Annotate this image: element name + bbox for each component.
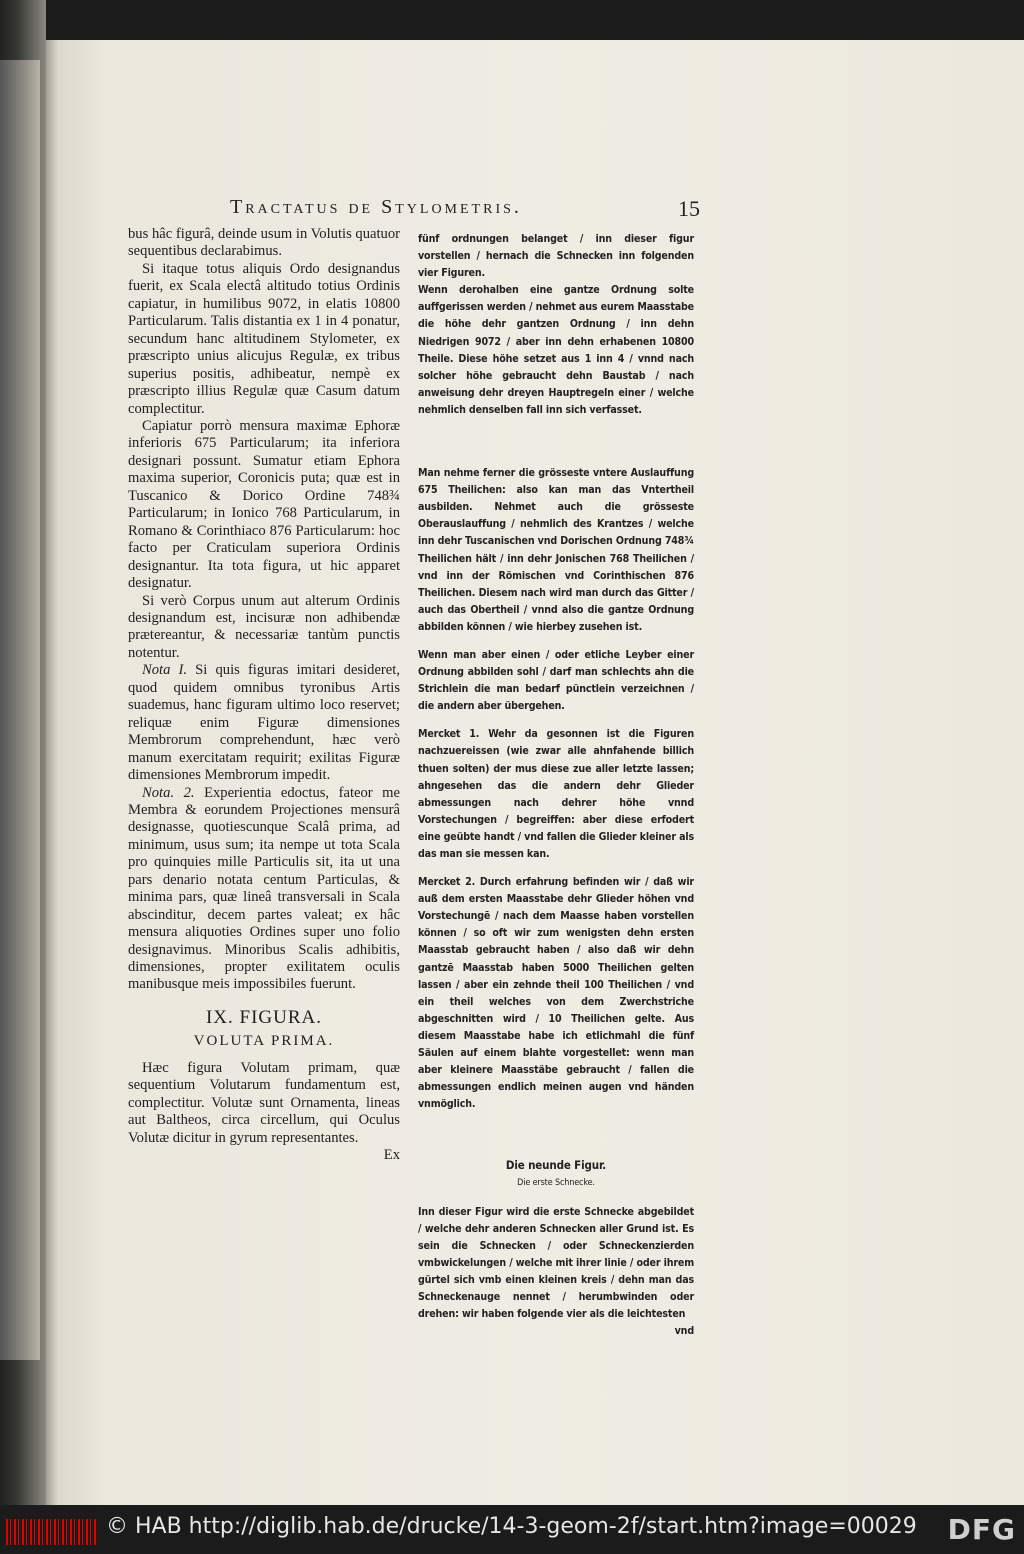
viewer-footer [0,1505,1024,1554]
latin-paragraph: Hæc figura Volutam primam, quæ sequentium Volutarum fundamentum est, complectitur. Volutæ sunt Ornamenta, lineas aut Baltheos, circa circellum, qui Oculus Volutæ dicitur in gyrum representantes. [128,1059,400,1146]
german-figure-subheading: Die erste Schnecke. [517,1177,595,1188]
german-paragraph: Mercket 2. Durch erfahrung befinden wir / daß wir auß dem ersten Maasstabe dehr Glieder höhen vnd Vorstechungē / nach dem Maasse haben vorstellen können / so oft wir zum wenigsten dehn ersten Maasstab gebraucht haben / also daß wir dehn gantzē Maasstab haben 5000 Theilichen gelten lassen / aber ein zehnde theil 100 Theilichen / vnd ein theil welches von dem Zwerchstriche abgeschnitten wird / 10 Theilichen gelte. Aus diesem Maasstabe habe ich etlichmahl die fünf Säulen auf einem blahte vorgestellet: wenn man aber kleinere Maasstäbe gebraucht / fallen die abmessungen endlich meinen augen vnd händen vnmöglich. [418,876,694,1111]
previous-page-strip [0,60,40,1360]
latin-paragraph: Si itaque totus aliquis Ordo designandus fuerit, ex Scala electâ altitudo totius Ordinis capiatur, in humilibus 9072, in elatis 10800 Particularum. Talis distantia ex 1 in 4 ponatur, secundum hanc altitudinem Stylometer, ex præscripto unius alicujus Regulæ, ex tribus superius positis, adhibeatur, nempè ex præscripto illius Regulæ quæ Casum datum complectitur. [128,260,400,417]
german-column [418,231,694,1340]
nota-text: Experientia edoctus, fateor me Membra & eorundem Projectiones mensurâ designasse, quotiescunque Scalâ prima, ad minimum, usus sum; ita nempe ut tota Scala pro quinquies mille Particulis sit, ita ut una pars denario notata centum Particulas, & minima pars, quæ lineâ transversali in Scala abscinditur, decem partes valeat; ex hâc mensura aliquoties Ordines super uno folio designavimus. Minoribus Scalis adhibitis, dimensiones, propter exilitatem oculis manibusque meis impossibiles fuerunt. [128,784,401,993]
nota-text: Si quis figuras imitari desideret, quod quidem omnibus tyronibus Artis suademus, hanc figuram ultimo loco reservet; reliquæ enim Figuræ dimensiones Membrorum comprehendunt, hæc verò manum exercitatam requirit; exilitas Figuræ dimensiones Membrorum impedit. [128,662,400,784]
library-barcode-icon [6,1519,98,1545]
latin-paragraph: Capiatur porrò mensura maximæ Ephoræ inferioris 675 Particularum; ita inferiora designari possunt. Sumatur etiam Ephora maxima superior, Coronicis puta; quæ est in Tuscanico & Dorico Ordine 748¾ Particularum; in Ionico 768 Particularum, in Romano & Corinthiaco 876 Particularum: hoc facto per Craticulam superiora Ordinis designantur. Ita tota figura, ut hic apparet designatur. [128,417,400,592]
nota-label: Nota. 2. [142,784,195,801]
german-paragraph: Wenn man aber einen / oder etliche Leyber einer Ordnung abbilden sohl / darf man schlechts ahn die Strichlein die man bedarf pünctlein verzeichnen / die andern aber übergehen. [418,648,694,713]
page-number: 15 [678,196,700,221]
page-title: Tractatus de Stylometris. [230,196,522,218]
latin-column [128,226,400,1165]
copyright-url[interactable]: © HAB http://diglib.hab.de/drucke/14-3-geom-2f/start.htm?image=00029 [106,1514,917,1539]
latin-paragraph [128,662,400,784]
latin-paragraph [128,785,400,994]
running-head [230,196,700,224]
figure-subheading: VOLUTA PRIMA. [193,1032,335,1049]
nota-label: Nota I. [142,662,188,679]
latin-paragraph: Si verò Corpus unum aut alterum Ordinis designandum est, incisuræ non adhibendæ prætereantur, & necessariæ tantùm punctis notentur. [128,592,400,661]
latin-paragraph: bus hâc figurâ, deinde usum in Volutis quatuor sequentibus declarabimus. [128,226,400,260]
catchword: Ex [383,1147,400,1164]
german-paragraph: Mercket 1. Wehr da gesonnen ist die Figuren nachzuereissen (wie zwar alle ahnfahende billich thuen solten) der mus diese zue aller letzte lassen; ahngesehen das die andern dehr Glieder abmessungen nach dehrer höhe vnnd Vorstechungen / begreiffen: aber diese erfodert eine geübte handt / vnd fallen die Glieder kleiner als das man sie messen kan. [418,728,694,860]
german-paragraph: Man nehme ferner die grösseste vntere Auslauffung 675 Theilichen: also kan man das Vntertheil ausbilden. Nehmet auch die grösseste Oberauslauffung / nehmlich des Krantzes / welche inn dehr Tuscanischen vnd Dorischen Ordnung 748¾ Theilichen hält / inn dehr Jonischen 768 Theilichen / vnd inn der Römischen vnd Corinthischen 876 Theilichen. Diesem nach wird man durch das Gitter / auch das Obertheil / vnnd also die gantze Ordnung abbilden können / wie hierbey zusehen ist. [418,467,694,633]
german-paragraph: Inn dieser Figur wird die erste Schnecke abgebildet / welche dehr anderen Schnecken aller Grund ist. Es sein die Schnecken / oder Schneckenzierden vmbwickelungen / welche mit ihrer linie / oder ihrem gürtel sich vmb einen kleinen kreis / dehn man das Schneckenauge nennet / herumbwinden oder drehen: wir haben folgende vier als die leichtesten [418,1205,694,1321]
german-paragraph: fünf ordnungen belanget / inn dieser figur vorstellen / hernach die Schnecken inn folgenden vier Figuren. [418,233,694,280]
german-figure-heading: Die neunde Figur. [505,1158,607,1173]
catchword: vnd [674,1325,694,1338]
german-paragraph: Wenn derohalben eine gantze Ordnung solte auffgerissen werden / nehmet aus eurem Maasstabe die höhe dehr gantzen Ordnung / inn dehn Niedrigen 9072 / aber inn dehn erhabenen 10800 Theile. Diese höhe setzet aus 1 inn 4 / vnnd nach solcher höhe gebraucht dehn Baustab / nach anweisung dehr dreyen Hauptregeln einer / welche nehmlich denselben fall inn sich verfasset. [418,284,694,416]
dfg-logo: DFG [947,1513,1016,1546]
figure-heading: IX. FIGURA. [205,1006,323,1028]
